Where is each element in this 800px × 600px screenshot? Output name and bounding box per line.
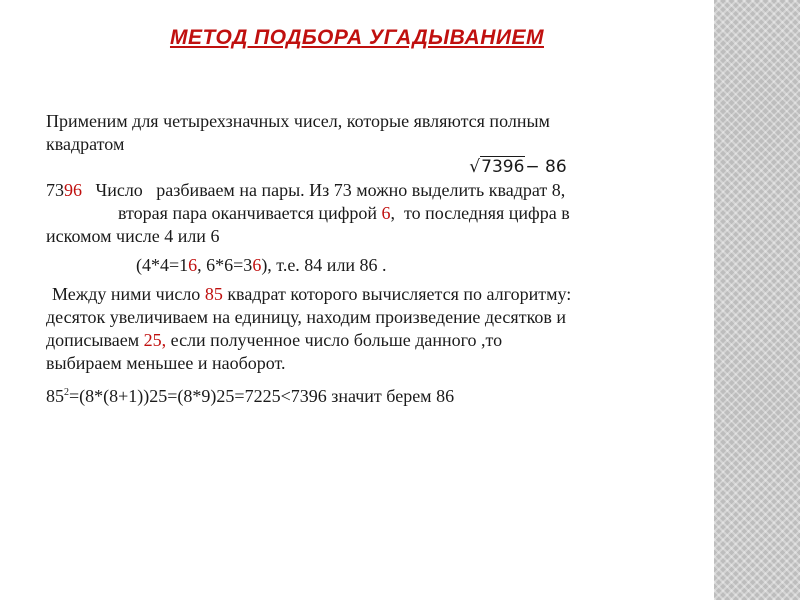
between-line [46,283,710,306]
algorithm-pre: дописываем [46,330,144,350]
intro-line-2: квадратом [46,134,125,154]
pairs-text: Число разбиваем на пары. Из 73 можно выделить квадрат 8, [82,180,566,200]
squares-open: (4*4=1 [136,255,189,275]
second-pair-digit: 6 [381,203,391,223]
squares-mid: , 6*6=3 [197,255,253,275]
squares-six-2: 6 [252,255,262,275]
algorithm-line-1: десяток увеличиваем на единицу, находим произведение десятков и [46,307,567,327]
algorithm-post: если полученное число больше данного ,то [166,330,503,350]
second-pair-post: , то последняя цифра в [390,203,570,223]
intro-line-1: Применим для четырехзначных чисел, которые являются полным [46,111,550,131]
candidates-line: искомом числе 4 или 6 [46,226,220,246]
radicand: 7396 [481,157,525,177]
result-text: =(8*(8+1))25=(8*9)25=7225<7396 значит берем 86 [69,386,455,406]
between-pre: Между ними число [52,284,205,304]
algorithm-num: 25, [143,330,167,350]
second-pair-line [46,202,710,225]
pair-first: 73 [46,180,64,200]
algorithm-line-3: выбираем меньшее и наоборот. [46,353,286,373]
result-line [46,381,710,408]
slide-body [46,110,710,408]
algorithm-line-2 [46,329,710,352]
squares-close: ), т.е. 84 или 86 . [261,255,387,275]
squares-six-1: 6 [188,255,198,275]
between-post: квадрат которого вычисляется по алгоритму: [222,284,572,304]
second-pair-pre: вторая пара оканчивается цифрой [118,203,382,223]
sqrt-symbol: √ [469,157,481,177]
result-base: 85 [46,386,64,406]
slide-title: МЕТОД ПОДБОРА УГАДЫВАНИЕМ [169,26,544,49]
squares-line [46,254,710,277]
result-exponent: 2 [64,387,69,398]
pairs-line [46,179,710,202]
sqrt-formula [46,156,710,179]
decorative-sidebar [714,0,800,600]
between-num: 85 [204,284,223,304]
formula-result: − 86 [525,157,567,177]
pair-second: 96 [64,180,82,200]
